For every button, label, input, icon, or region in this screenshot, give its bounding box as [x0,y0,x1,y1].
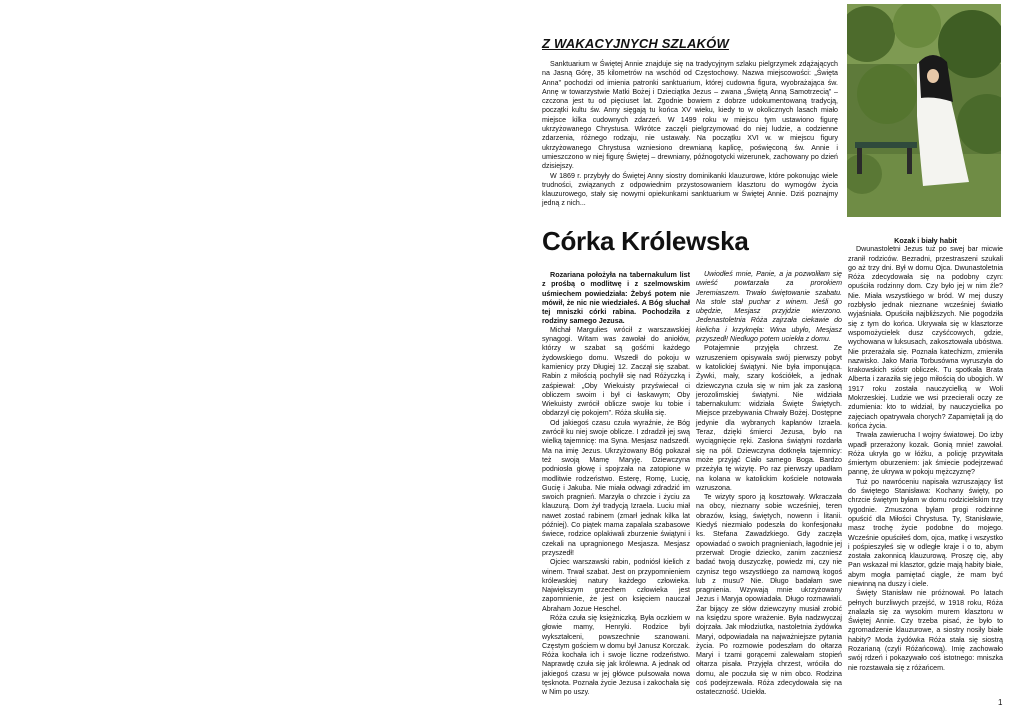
paragraph: Tuż po nawróceniu napisała wzruszający list do świętego Stanisława: Kochany święty, po chrzcie świętym byłam w domu rodzicielskim trzy tygodnie. Zmuszona byłam progi rodzinne opuścić dla Miłości Chrystusa. Ty, Stanisławie, masz trochę życie podobne do mojego. Wcześnie opuściłeś dom, ojca, matkę i wszystko i pośpieszyłeś się w odległe kraje i o to, abym została zakonnicą klauzurową. Proszę cię, aby Pan wskazał mi klasztor, gdzie mają habity białe, abym mogła pamiętać ciągle, że mam być niewinną na duszy i ciele. [848,477,1003,588]
paragraph: Święty Stanisław nie próżnował. Po latach pełnych burzliwych przejść, w 1918 roku, Róża znalazła się za wysokim murem klasztoru w Świętej Annie. Czy trzeba pisać, że było to zgromadzenie klauzurowe, a siostry nosiły białe habity? Moda żydówka Róża stała się siostrą Rozarianą (czyli Różańcową). Imię zachowało swój rdzeń i pokazywało coś istotnego: mniszka nie rozstawała się z różańcem. [848,589,1003,672]
paragraph: Trwała zawierucha I wojny światowej. Do izby wpadł przerażony kozak. Gonią mnie! zawołał. Róża ukryła go w łóżku, a policję przywitała śmiertym oburzeniem: jak śmiecie podejrzewać pannę, że ukrywa w pokoju mężczyznę? [848,431,1003,477]
paragraph: Potajemnie przyjęła chrzest. Ze wzruszeniem opisywała swój pierwszy pobyt w katolickiej świątyni. Nie była imponująca. Żywki, mały, szary kościółek, a jednak dziewczyna czuła się w nim jak za zasłoną jerozolimskiej świątyni. Nie widziała tabernakulum: widziała Święte Świętych. Miejsce przebywania Chwały Bożej. Dostępne jedynie dla wybranych kapłanów Izraela. Teraz, dzięki śmierci Jezusa, było na wyciągnięcie ręki. Zasłona świątyni rozdarła się na pół. Dziewczyna dotknęła tajemnicy: może przyjąć Ciało samego Boga. Bardzo przeżyła tę wizytę. Po raz pierwszy upadłam na kolana w katolickim kościele notowała wzruszona. [696,344,842,492]
paragraph: Michał Margulies wrócił z warszawskiej synagogi. Witam was zawołał do aniołów, którzy w szabat są gośćmi każdego żydowskiego domu. Wszedł do pokoju w kamienicy przy Długiej 12. Zaczął się szabat. Rabin z miłością pochylił się nad Różyczką i zaśpiewał: „Oby Wiekuisty przyświecał ci obliczem swoim i był ci łaskawym; Oby Wiekuisty zwrócił oblicze swoje ku tobie i obdarzył cię pokojem”. Róża skuliła się. [542,325,690,418]
article-column-1 [542,270,690,698]
paragraph: Od jakiegoś czasu czuła wyraźnie, że Bóg zwrócił ku niej swoje oblicze. I zdradził jej swą wielką tajemnicę: ma Syna. Mesjasz nadszedł. Ma na imię Jezus. Ukrzyżowany Bóg pokazał też swoją Mamę Maryję. Dziewczyna podniosła głowę i spojrzała na zatopione w modlitwie rodzeństwo. Esterę, Romę, Lucię, Gucię i Jakuba. Nie miała odwagi zdradzić im swoich pragnień. Marzyła o chrzcie i życiu za klauzurą. Dom żył tradycją Izraela. Luciu miał nawet zostać rabinem (zmarł jednak kilka lat później). Co piątek mama zapalała szabasowe świece, rodzice oplakiwali zburzenie świątyni i czekali na upragnionego Mesjasza. Mesjasz przyszedł! [542,418,690,557]
page-number: 1 [998,698,1003,707]
paragraph: Uwiodłeś mnie, Panie, a ja pozwoliłam się uwieść powtarzała za prorokiem Jeremiaszem. Trwało świętowanie szabatu. Na stole stał puchar z winem. Jeśli go ubędzie, Mesjasz przyjdzie wierzono. Jedenastoletnia Róża zajrzała ciekawie do kielicha i krzyknęła: Wina ubyło, Mesjasz przyszedł! Niedługo potem uciekła z domu. [696,270,842,344]
garden-photo-image [847,4,1001,217]
paragraph: Dwunastoletni Jezus tuż po swej bar micwie zranił rodziców. Bezradni, przestraszeni szukali go aż trzy dni. Był w domu Ojca. Dwunastoletnia Róża zdecydowała się na podobny czyn: opuściła rodzinny dom. Czy było jej w nim źle? Nie. Miała wszystkiego w bród. W mej duszy rozbłysło jednak nieznane wcześniej światło wyjaśniała. Opuściła najbliższych. Nie pogodziła się z tym do końca. Ukrywała się w klasztorze wspomożycielek dusz czyśćcowych, gdzie, wychowana w luksusach, zakosztowała ubóstwa. Nie przerażała się. Poznała katechizm, zmieniła nazwisko. Jako Maria Torbusówna wyruszyła do krakowskich sióstr obliczek. Tu spotkała Brata Alberta i zaraziła się jego miłością do ubogich. W 1917 roku została nauczycielką w Woli Mokrzeskiej. Ludzie we wsi przecierali oczy ze zdumienia: kto to widział, by nauczycielka po zajęciach opatrywała chorych? Zapamiętali ją do końca życia. [848,245,1003,430]
section-heading: Z WAKACYJNYCH SZLAKÓW [542,36,729,51]
article-lead: Rozariana położyła na tabernakulum list z prośbą o modlitwę i z szelmowskim uśmiechem powiedziała: Żebyś potem nie mówił, że nic nie wiedziałeś. A Bóg słuchał tej mniszki córki rabina. Pochodziła z rodziny samego Jezusa. [542,270,690,326]
paragraph: Róża czuła się księżniczką. Była oczkiem w głowie mamy, Henryki. Rodzice byli wykształceni, powszechnie szanowani. Częstym gościem w domu był Janusz Korczak. Róża kochała ich i swoje liczne rodzeństwo. Naprawdę czuła się jak królewna. A jednak od jakiegoś czasu w jej główce pulsowała nowa tęsknota. Poznała życie Jezusa i zakochała się w Nim po uszy. [542,613,690,697]
photo-caption: Kozak i biały habit [894,236,957,245]
article-column-3 [848,236,1003,673]
paragraph: Ojciec warszawski rabin, podniósł kielich z winem. Trwał szabat. Jest on przypomnieniem królewskiej natury każdego człowieka. Największym grzechem człowieka jest zapomnienie, że jest on księciem nauczał Abraham Jozue Heschel. [542,558,690,613]
intro-paragraph: Sanktuarium w Świętej Annie znajduje się na tradycyjnym szlaku pielgrzymek zdążających na Jasną Górę, 35 kilometrów na wschód od Częstochowy. Nazwa miejscowości: „Święta Anna” pochodzi od imienia patronki sanktuarium, której cudowna figura, wyobrażająca św. Annę w towarzystwie Matki Bożej i Dzieciątka Jezus – zwana „Świętą Anną Samotrzecią” – czczona jest tu od pięciuset lat. Zgodnie bowiem z dobrze udokumentowaną tradycją, początki kultu św. Anny sięgają tu końca XV wieku, kiedy to w okolicznych lasach miało miejsce kilka cudownych zdarzeń. W 1499 roku w miejscu tym ustawiono figurę ukrzyżowanego Chrystusa. Wkrótce zaczęli pielgrzymować do niej ludzie, a codzienne zdarzenia, różnego rodzaju, nie ustawały. Na początku XVI w. w miejscu figury ukrzyżowanego Chrystusa wzniesiono drewnianą kaplicę, poświęconą św. Annie i umieszczono w niej figurę Świętej – drewniany, późnogotycki wizerunek, zachowany po dzień dzisiejszy. [542,60,838,171]
article-title: Córka Królewska [542,226,749,256]
intro-paragraph: W 1869 r. przybyły do Świętej Anny siostry dominikanki klauzurowe, które pokonując wiele trudności, związanych z odpowiednim przystosowaniem klasztoru do wymogów życia klauzurowego, stały się nowymi opiekunkami sanktuarium w Świętej Annie. Dziś poznajmy jedną z nich... [542,171,838,208]
paragraph: Te wizyty sporo ją kosztowały. Wkraczała na obcy, nieznany sobie wcześniej, teren obrazów, ksiąg, świętych, nowenn i litanii. Kiedyś niezmiało podeszła do konfesjonału ks. Stefana Zawadzkiego. Gdy zaczęła opowiadać o swoich pragnieniach, łagodnie jej przerwał: Drogie dziecko, zanim zaczniesz badać twoją duszyczkę, powiedz mi, czy nie czynisz tego wszystkiego za namową kogoś lub z musu? Nie. Długo badałam swe pragnienia. Wzywają mnie ukrzyżowany Jezus i Maryja opowiadała. Długo rozmawiali. Żar bijący ze słów dziewczyny musiał zrobić na księdzu spore wrażenie. Była nadzwyczaj dojrzała. Jak młodziutka, nastoletnia żydówka Maryi, odpowiadała na najważniejsze pytania życia. Po rozmowie podeszłam do ołtarza Maryi i tzami gorącemi zalewałam stopień ołtarza pisała. Przyjęła chrzest, wróciła do domu, ale poczuła się w nim obco. Rodzina coś podejrzewała. Róża zdecydowała się na ostateczność. Uciekła. [696,493,842,697]
nun-on-bench-photo [847,4,1001,217]
article-column-2 [696,270,842,698]
intro-text [542,60,838,209]
